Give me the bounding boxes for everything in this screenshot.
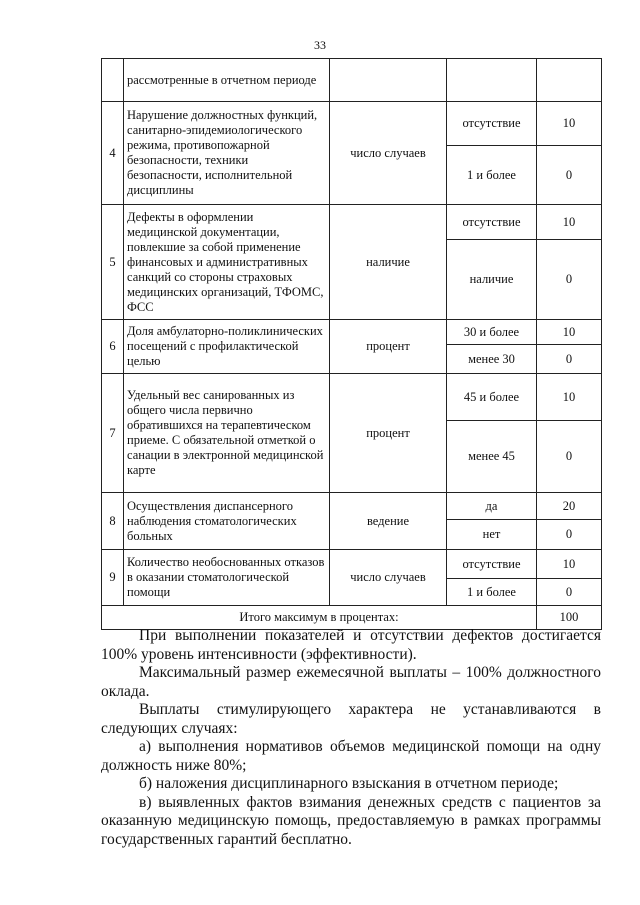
table-cell-criterion: Доля амбулаторно-поликлинических посещений с профилактической целью bbox=[124, 320, 330, 374]
table-cell-condition: 1 и более bbox=[447, 579, 537, 606]
table-cell-condition: 45 и более bbox=[447, 374, 537, 421]
table-cell-condition: отсутствие bbox=[447, 102, 537, 146]
table-cell-condition bbox=[447, 59, 537, 102]
table-cell-unit bbox=[330, 59, 447, 102]
paragraph: б) наложения дисциплинарного взыскания в отчетном периоде; bbox=[139, 775, 559, 792]
page-number: 33 bbox=[314, 38, 326, 52]
table-row bbox=[102, 374, 602, 421]
table-cell-unit: наличие bbox=[330, 205, 447, 320]
table-cell-score: 0 bbox=[537, 240, 602, 320]
paragraph: в) выявленных фактов взимания денежных средств с пациентов за оказанную медицинскую помощь, предоставляемую в рамках программы государственных гарантий бесплатно. bbox=[101, 793, 601, 848]
total-label: Итого максимум в процентах: bbox=[102, 606, 537, 630]
table-row bbox=[102, 102, 602, 146]
criteria-table bbox=[101, 58, 602, 630]
table-cell-condition: нет bbox=[447, 520, 537, 550]
table-cell-num: 9 bbox=[102, 550, 124, 606]
table-row-continuation bbox=[102, 59, 602, 102]
table-cell-score: 10 bbox=[537, 205, 602, 240]
paragraph: Выплаты стимулирующего характера не устанавливаются в следующих случаях: bbox=[101, 701, 601, 737]
table-cell-unit: процент bbox=[330, 320, 447, 374]
table-cell-num: 7 bbox=[102, 374, 124, 493]
table-cell-score: 10 bbox=[537, 550, 602, 579]
paragraph: Максимальный размер ежемесячной выплаты – 100% должностного оклада. bbox=[101, 664, 601, 700]
table-cell-score: 10 bbox=[537, 320, 602, 345]
table-cell-condition: 30 и более bbox=[447, 320, 537, 345]
table-cell-criterion: рассмотренные в отчетном периоде bbox=[124, 59, 330, 102]
table-row bbox=[102, 550, 602, 579]
table-cell-num: 5 bbox=[102, 205, 124, 320]
table-cell-condition: менее 30 bbox=[447, 345, 537, 374]
total-value: 100 bbox=[537, 606, 602, 630]
paragraph: При выполнении показателей и отсутствии дефектов достигается 100% уровень интенсивности (эффективности). bbox=[101, 627, 601, 663]
table-cell-score: 0 bbox=[537, 146, 602, 205]
table-cell-criterion: Дефекты в оформлении медицинской документации, повлекшие за собой применение финансовых и административных санкций со стороны страховых медицинских организаций, ТФОМС, ФСС bbox=[124, 205, 330, 320]
table-cell-criterion: Нарушение должностных функций, санитарно-эпидемиологического режима, противопожарной безопасности, техники безопасности, исполнительной дисциплины bbox=[124, 102, 330, 205]
body-text bbox=[101, 627, 601, 849]
table-cell-criterion: Количество необоснованных отказов в оказании стоматологической помощи bbox=[124, 550, 330, 606]
table-cell-unit: ведение bbox=[330, 493, 447, 550]
table-row bbox=[102, 205, 602, 240]
table-cell-criterion: Осуществления диспансерного наблюдения стоматологических больных bbox=[124, 493, 330, 550]
table-cell-unit: процент bbox=[330, 374, 447, 493]
table-cell-num: 4 bbox=[102, 102, 124, 205]
table-cell-condition: да bbox=[447, 493, 537, 520]
table-cell-num: 8 bbox=[102, 493, 124, 550]
table-cell-condition: менее 45 bbox=[447, 421, 537, 493]
table-cell-criterion: Удельный вес санированных из общего числа первично обратившихся на терапевтическом приеме. С обязательной отметкой о санации в электронной медицинской карте bbox=[124, 374, 330, 493]
table-cell-score: 0 bbox=[537, 520, 602, 550]
paragraph: а) выполнения нормативов объемов медицинской помощи на одну должность ниже 80%; bbox=[101, 738, 601, 774]
table-cell-condition: наличие bbox=[447, 240, 537, 320]
table-cell-unit: число случаев bbox=[330, 102, 447, 205]
table-row bbox=[102, 320, 602, 345]
table-cell-score bbox=[537, 59, 602, 102]
table-cell-score: 20 bbox=[537, 493, 602, 520]
table-cell-score: 0 bbox=[537, 421, 602, 493]
table-cell-unit: число случаев bbox=[330, 550, 447, 606]
table-cell-score: 10 bbox=[537, 102, 602, 146]
table-cell-condition: отсутствие bbox=[447, 550, 537, 579]
table-cell-num bbox=[102, 59, 124, 102]
table-cell-num: 6 bbox=[102, 320, 124, 374]
table-cell-score: 0 bbox=[537, 345, 602, 374]
table-cell-condition: 1 и более bbox=[447, 146, 537, 205]
table-cell-condition: отсутствие bbox=[447, 205, 537, 240]
table-cell-score: 10 bbox=[537, 374, 602, 421]
table-cell-score: 0 bbox=[537, 579, 602, 606]
table-row bbox=[102, 493, 602, 520]
table-total-row bbox=[102, 606, 602, 630]
